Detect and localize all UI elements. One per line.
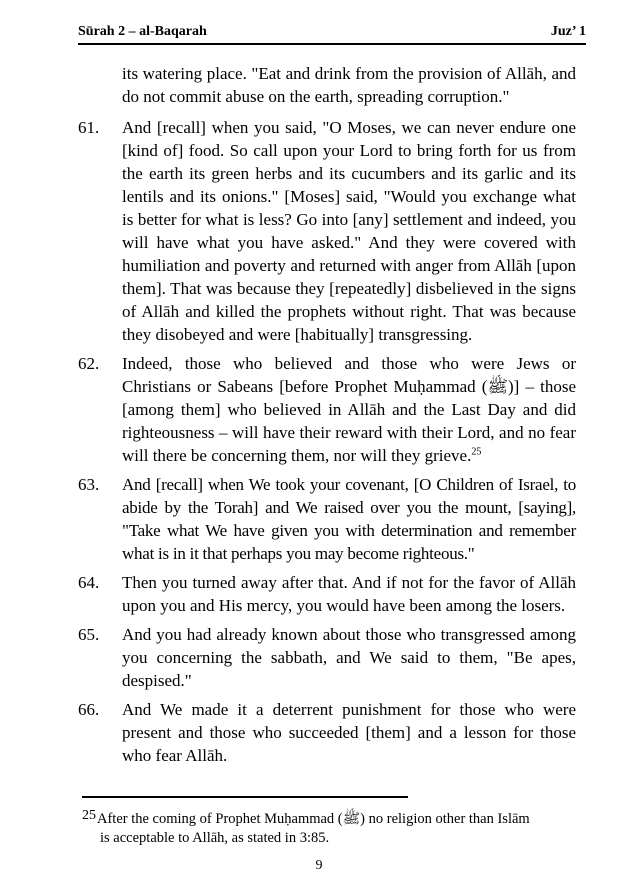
verse-text: And [recall] when We took your covenant, [O Children of Israel, to abide by the Torah] and We raised over you the mount, [saying], "Take what We have given you with determination and remember what is in it that perhaps you may become righteous." xyxy=(122,475,576,563)
verse-body: Indeed, those who believed and those who were Jews or Christians or Sabeans [before Prophet Muḥammad (ﷺ)] – those [among them] who believed in Allāh and the Last Day and did righteousness – will have their reward with their Lord, and no fear will there be concerning them, nor will they grieve. xyxy=(122,354,576,465)
footnote-mark: 25 xyxy=(82,808,96,823)
verse-63 xyxy=(78,473,576,565)
verse-text: And We made it a deterrent punishment for those who were present and those who succeeded [them] and a lesson for those who fear Allāh. xyxy=(122,700,576,765)
page-number: 9 xyxy=(315,858,323,873)
verse-61 xyxy=(78,116,576,346)
footnote xyxy=(82,806,576,848)
footnote-reference[interactable]: 25 xyxy=(471,446,482,458)
verse-list xyxy=(78,116,576,773)
footnote-line-2: is acceptable to Allāh, as stated in 3:85. xyxy=(100,830,330,846)
footnote-divider xyxy=(82,796,408,798)
verse-62 xyxy=(78,352,576,467)
verse-text: Then you turned away after that. And if not for the favor of Allāh upon you and His mercy, you would have been among the losers. xyxy=(122,573,576,615)
continued-verse-text: its watering place. "Eat and drink from the provision of Allāh, and do not commit abuse on the earth, spreading corruption." xyxy=(122,64,576,106)
verse-text xyxy=(122,352,576,467)
verse-number: 62. xyxy=(78,354,100,373)
verse-65 xyxy=(78,623,576,692)
verse-66 xyxy=(78,698,576,767)
verse-number: 66. xyxy=(78,700,100,719)
verse-text: And [recall] when you said, "O Moses, we can never endure one [kind of] food. So call upon your Lord to bring forth for us from the earth its green herbs and its cucumbers and its garlic and its lentils and its onions." [Moses] said, "Would you exchange what is better for what is less? Go into [any] settlement and indeed, you will have what you have asked." And they were covered with humiliation and poverty and returned with anger from Allāh [upon them]. That was because they [repeatedly] disbelieved in the signs of Allāh and killed the prophets without right. That was because they disobeyed and were [habitually] transgressing. xyxy=(122,118,576,344)
running-header xyxy=(78,24,586,40)
header-surah-title: Sūrah 2 – al-Baqarah xyxy=(78,24,207,39)
header-divider xyxy=(78,43,586,45)
verse-64 xyxy=(78,571,576,617)
header-juz-label: Juz’ 1 xyxy=(550,24,586,39)
verse-number: 61. xyxy=(78,118,100,137)
verse-text: And you had already known about those who transgressed among you concerning the sabbath, and We said to them, "Be apes, despised." xyxy=(122,625,576,690)
verse-number: 64. xyxy=(78,573,100,592)
verse-number: 63. xyxy=(78,475,100,494)
verse-number: 65. xyxy=(78,625,100,644)
footnote-line-1: After the coming of Prophet Muḥammad (ﷺ) no religion other than Islām xyxy=(97,811,530,827)
